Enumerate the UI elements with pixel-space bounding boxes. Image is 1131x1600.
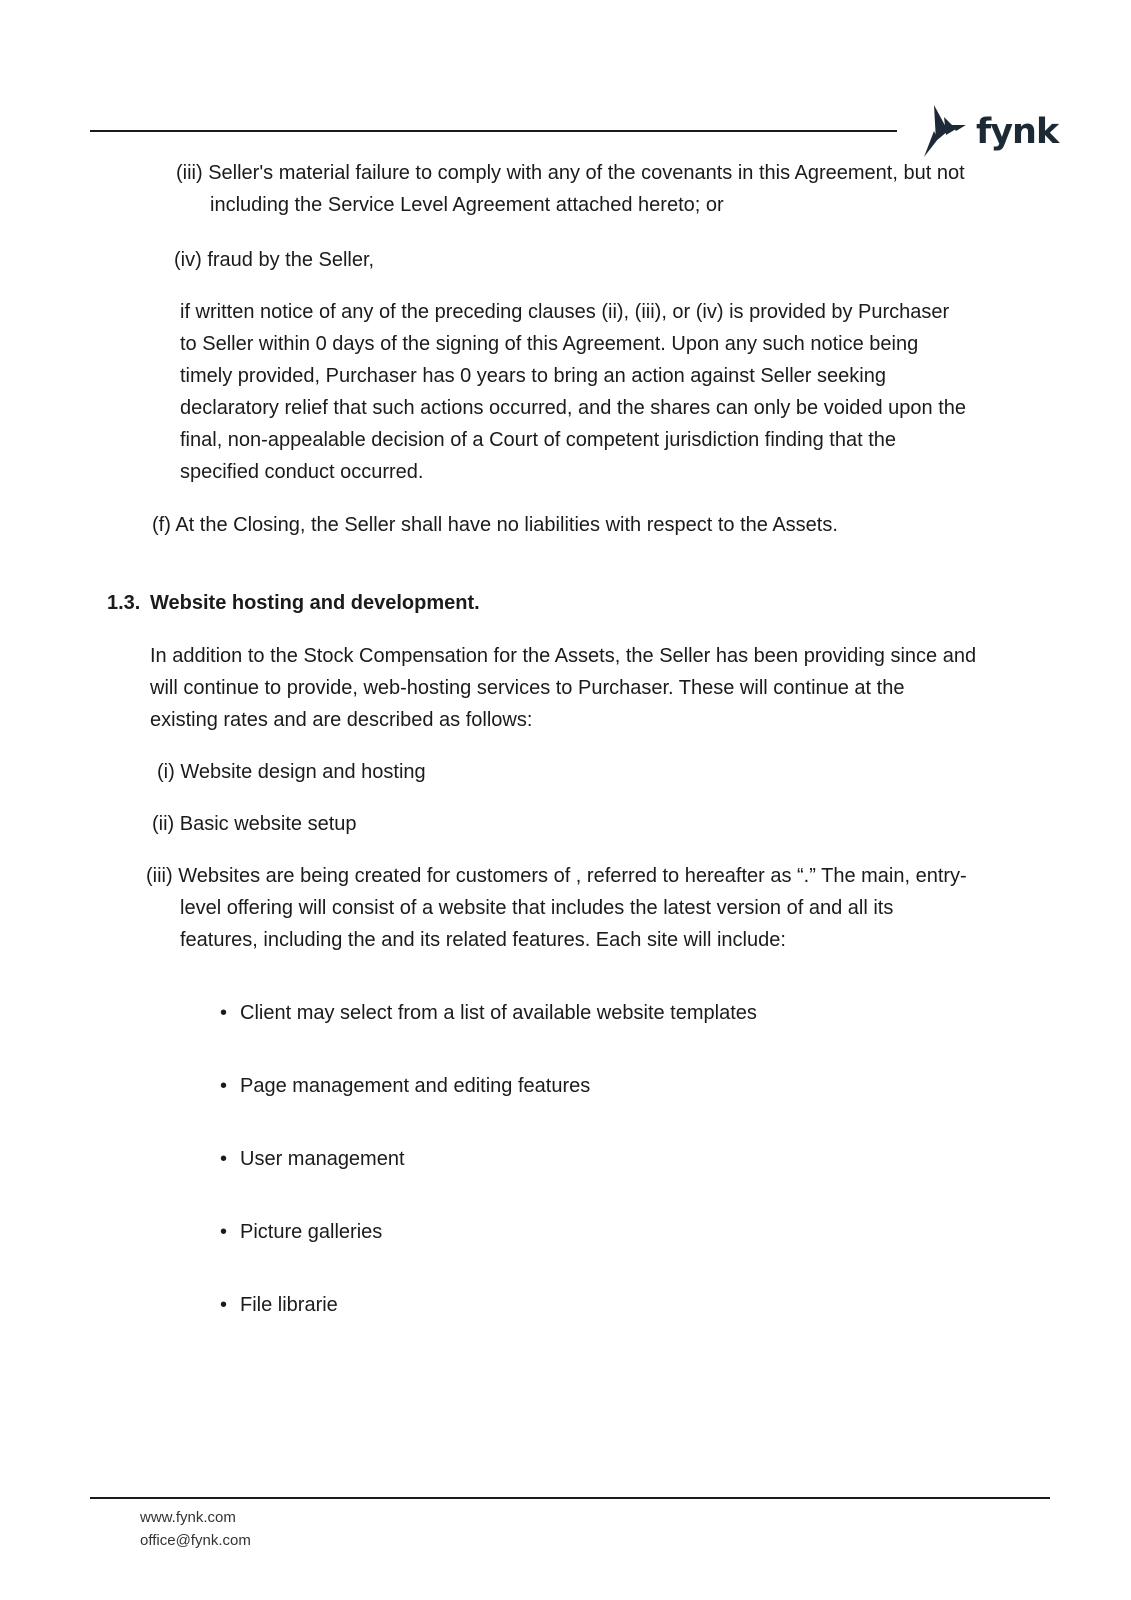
list-item-text: Page management and editing features [240,1075,591,1097]
paragraph-line: declaratory relief that such actions occurred, and the shares can only be voided upon the [180,397,967,419]
list-item-text: Client may select from a list of available website templates [240,1002,757,1024]
bird-logo-icon [922,105,970,159]
list-item [220,1289,338,1321]
list-item [220,1143,405,1175]
footer-website: www.fynk.com [140,1509,236,1526]
paragraph-line: if written notice of any of the preceding clauses (ii), (iii), or (iv) is provided by Purchaser [180,301,950,323]
intro-line: In addition to the Stock Compensation for the Assets, the Seller has been providing since and [150,645,977,667]
bullet-icon: • [220,1002,228,1024]
list-item-text: File librarie [240,1294,338,1316]
bullet-icon: • [220,1148,228,1170]
header-divider [90,130,897,132]
clause-f: (f) At the Closing, the Seller shall have no liabilities with respect to the Assets. [152,514,838,536]
clause-iii-line-1: (iii) Seller's material failure to comply with any of the covenants in this Agreement, but not [176,162,965,184]
list-item-text: User management [240,1148,405,1170]
logo-wordmark: fynk [976,111,1059,152]
item-ii: (ii) Basic website setup [152,813,357,835]
paragraph-line: final, non-appealable decision of a Court of competent jurisdiction finding that the [180,429,897,451]
fynk-logo [922,104,1058,160]
item-i: (i) Website design and hosting [157,761,426,783]
intro-line: will continue to provide, web-hosting services to Purchaser. These will continue at the [150,677,905,699]
item-iii-line: features, including the and its related features. Each site will include: [180,929,786,951]
item-iii-line: level offering will consist of a website that includes the latest version of and all its [180,897,894,919]
list-item-text: Picture galleries [240,1221,383,1243]
bullet-icon: • [220,1221,228,1243]
clause-iv: (iv) fraud by the Seller, [174,249,375,271]
section-title: Website hosting and development. [150,592,480,614]
bullet-icon: • [220,1075,228,1097]
list-item [220,997,757,1029]
bullet-icon: • [220,1294,228,1316]
list-item [220,1070,590,1102]
paragraph-line: specified conduct occurred. [180,461,424,483]
footer-divider [90,1497,1050,1499]
section-number: 1.3. [107,592,141,614]
paragraph-line: to Seller within 0 days of the signing of this Agreement. Upon any such notice being [180,333,919,355]
clause-iii-line-2: including the Service Level Agreement attached hereto; or [210,194,724,216]
list-item [220,1216,382,1248]
item-iii-line: (iii) Websites are being created for customers of , referred to hereafter as “.” The main, entry- [146,865,967,887]
intro-line: existing rates and are described as follows: [150,709,533,731]
footer-email: office@fynk.com [140,1532,251,1549]
paragraph-line: timely provided, Purchaser has 0 years to bring an action against Seller seeking [180,365,886,387]
